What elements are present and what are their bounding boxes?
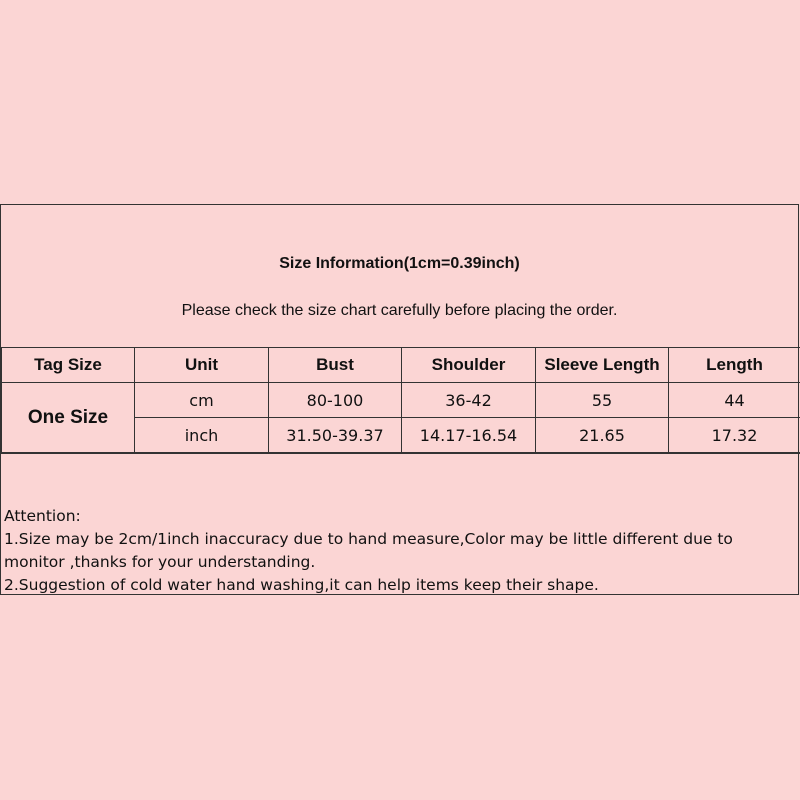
tag-size-cell: One Size [2, 383, 135, 453]
length-cell: 44 [669, 383, 800, 418]
table-row [2, 383, 800, 418]
sleeve-length-cell: 21.65 [536, 418, 669, 453]
column-header-shoulder: Shoulder [402, 348, 536, 383]
attention-notes [4, 505, 794, 597]
column-header-sleeve-length: Sleeve Length [536, 348, 669, 383]
size-table [1, 347, 800, 453]
bust-cell: 80-100 [269, 383, 402, 418]
column-header-bust: Bust [269, 348, 402, 383]
attention-note-1: 1.Size may be 2cm/1inch inaccuracy due to hand measure,Color may be little different due to monitor ,thanks for your understanding. [4, 530, 733, 571]
shoulder-cell: 36-42 [402, 383, 536, 418]
shoulder-cell: 14.17-16.54 [402, 418, 536, 453]
bust-cell: 31.50-39.37 [269, 418, 402, 453]
column-header-unit: Unit [135, 348, 269, 383]
column-header-length: Length [669, 348, 800, 383]
sleeve-length-cell: 55 [536, 383, 669, 418]
page-title: Size Information(1cm=0.39inch) [279, 255, 520, 272]
column-header-tag-size: Tag Size [2, 348, 135, 383]
page-subtitle: Please check the size chart carefully before placing the order. [181, 302, 618, 319]
length-cell: 17.32 [669, 418, 800, 453]
table-header-row [2, 348, 800, 383]
unit-cell: cm [135, 383, 269, 418]
attention-heading: Attention: [4, 507, 81, 525]
section-divider [1, 453, 800, 454]
unit-cell: inch [135, 418, 269, 453]
size-info-panel [0, 204, 799, 595]
attention-note-2: 2.Suggestion of cold water hand washing,it can help items keep their shape. [4, 576, 599, 594]
